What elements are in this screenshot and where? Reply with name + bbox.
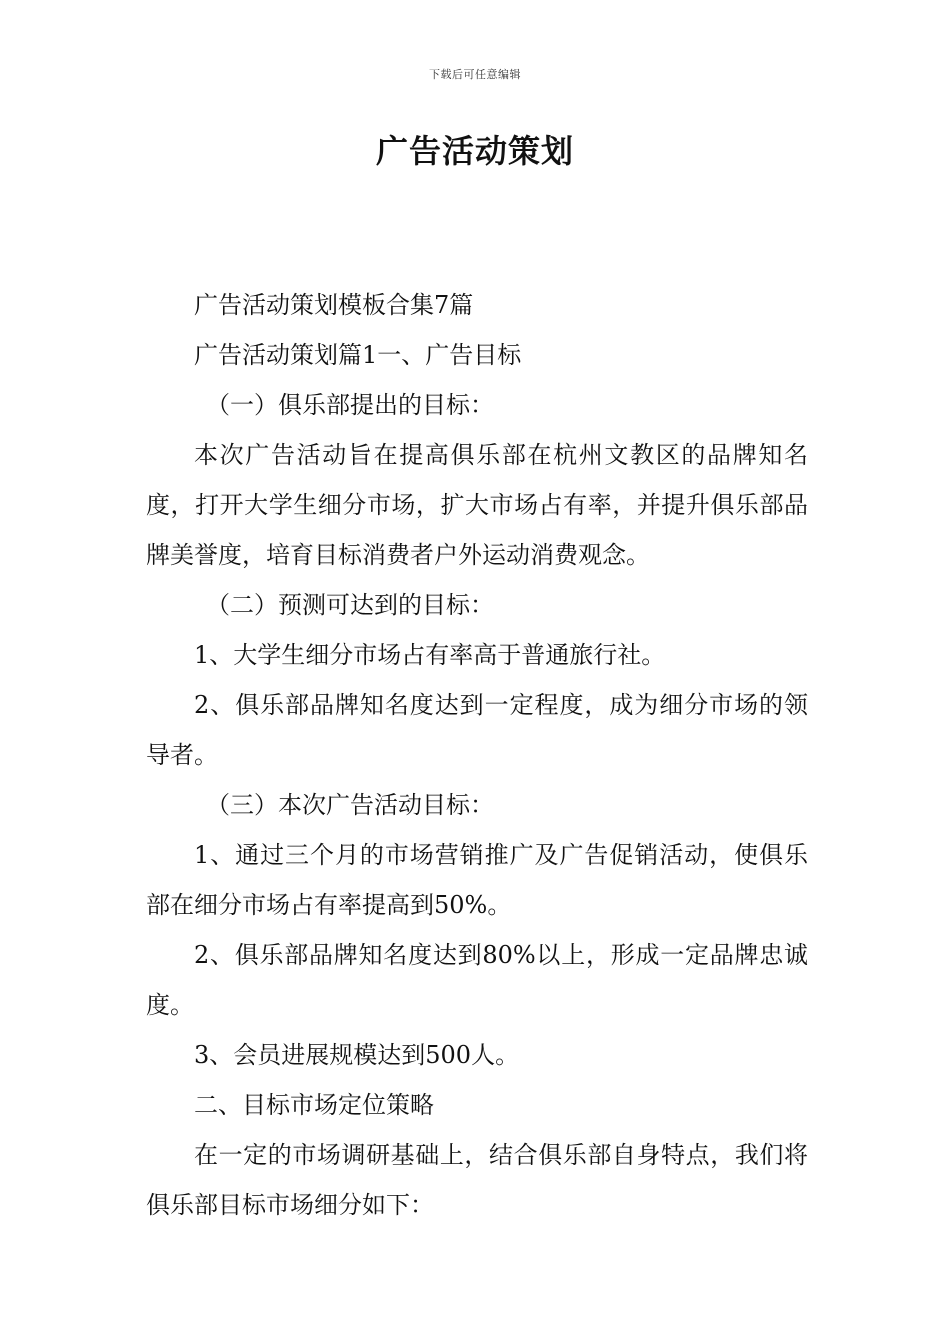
paragraph-list-item: 1、大学生细分市场占有率高于普通旅行社。 [194,641,666,669]
paragraph-collection-title: 广告活动策划模板合集7篇 [194,291,474,319]
paragraph-list-item: 2、俱乐部品牌知名度达到80%以上，形成一定品牌忠诚度。 [146,941,808,1019]
paragraph-section-heading: 二、目标市场定位策略 [194,1091,434,1119]
paragraph-subheading-expected-goals: （二）预测可达到的目标： [206,591,494,619]
document-body [146,280,808,1230]
paragraph-list-item: 3、会员进展规模达到500人。 [194,1041,520,1069]
paragraph-subheading-campaign-goals: （三）本次广告活动目标： [206,791,494,819]
paragraph-section-heading: 广告活动策划篇1一、广告目标 [194,341,522,369]
paragraph-body: 本次广告活动旨在提高俱乐部在杭州文教区的品牌知名度，打开大学生细分市场，扩大市场占有率，并提升俱乐部品牌美誉度，培育目标消费者户外运动消费观念。 [146,441,808,569]
header-note: 下载后可任意编辑 [429,68,521,81]
paragraph-subheading-club-goals: （一）俱乐部提出的目标： [206,391,494,419]
paragraph-body: 在一定的市场调研基础上，结合俱乐部自身特点，我们将俱乐部目标市场细分如下： [146,1141,808,1219]
paragraph-list-item: 1、通过三个月的市场营销推广及广告促销活动，使俱乐部在细分市场占有率提高到50%。 [146,841,808,919]
paragraph-list-item: 2、俱乐部品牌知名度达到一定程度，成为细分市场的领导者。 [146,691,808,769]
document-title: 广告活动策划 [375,132,574,170]
